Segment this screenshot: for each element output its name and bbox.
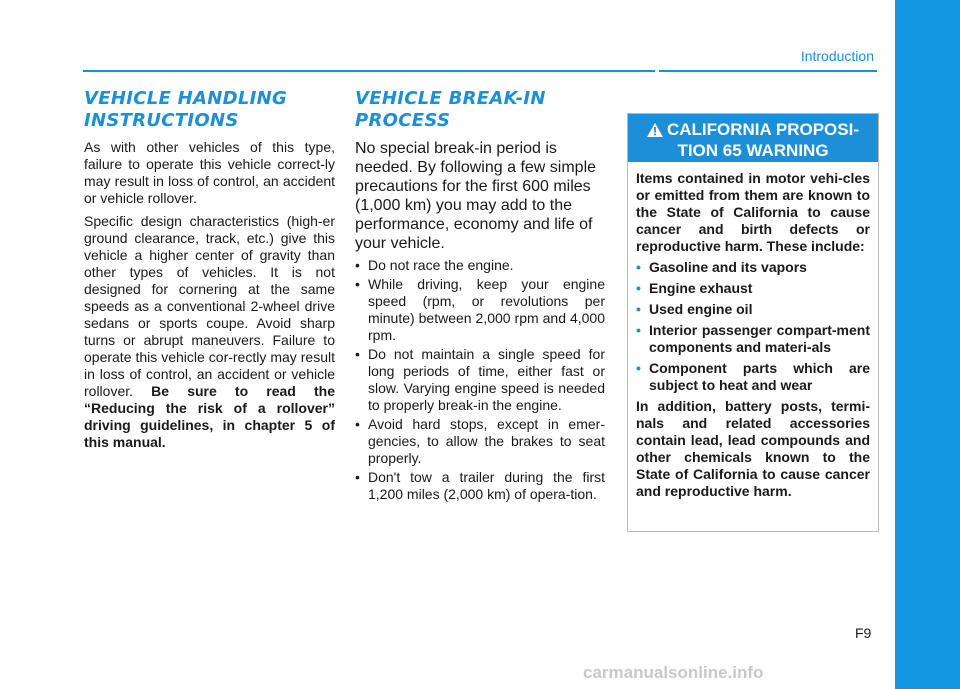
handling-paragraph-2 <box>84 213 335 451</box>
section-title: Introduction <box>800 48 874 64</box>
warning-title <box>628 114 878 160</box>
rollover-reference: Be sure to read the “Reducing the risk of a rollover” driving guidelines, in chapter 5 of this manual. <box>84 383 335 450</box>
header-rule <box>83 70 655 72</box>
header-rule-right <box>659 70 877 72</box>
side-color-bar <box>895 0 960 689</box>
prop65-warning-box <box>627 113 879 532</box>
warning-triangle-icon <box>647 122 663 141</box>
list-item: • Gasoline and its vapors <box>636 259 870 276</box>
warning-header <box>628 114 878 162</box>
page-number: F9 <box>855 625 872 641</box>
list-item: • Engine exhaust <box>636 280 870 297</box>
handling-paragraph-2-text: Specific design characteristics (high-er ground clearance, track, etc.) give this vehicle a higher center of gravity than other types of vehicles. It is not designed for cornering at the same speeds as a conventional 2-wheel drive sedans or sports coupe. Avoid sharp turns or abrupt maneuvers. Failure to operate this vehicle cor-rectly may result in loss of control, an accident or vehicle rollover. <box>84 213 335 399</box>
vehicle-handling-section <box>84 88 335 451</box>
warning-body <box>628 162 878 500</box>
handling-paragraph-1: As with other vehicles of this type, failure to operate this vehicle correct-ly may result in loss of control, an accident or vehicle rollover. <box>84 139 335 206</box>
break-in-heading <box>355 88 605 132</box>
warning-title-line-2: TION 65 WARNING <box>677 141 829 160</box>
list-item: • Avoid hard stops, except in emer-gencies, to allow the brakes to seat properly. <box>355 416 605 467</box>
break-in-list <box>355 257 605 503</box>
list-item: • Do not maintain a single speed for long periods of time, either fast or slow. Varying engine speed is needed to properly break-in the engine. <box>355 346 605 414</box>
warning-outro: In addition, battery posts, termi-nals and related accessories contain lead, lead compounds and other chemicals known to the State of California to cause cancer and reproductive harm. <box>636 398 870 499</box>
list-item: • Used engine oil <box>636 301 870 318</box>
list-item: • Do not race the engine. <box>355 257 605 274</box>
vehicle-handling-heading <box>84 88 335 132</box>
break-in-intro: No special break-in period is needed. By following a few simple precautions for the first 600 miles (1,000 km) you may add to the performance, economy and life of your vehicle. <box>355 140 597 252</box>
break-in-section <box>355 88 605 505</box>
heading-line-2: PROCESS <box>355 110 451 131</box>
warning-list <box>636 259 870 394</box>
heading-line-1: VEHICLE BREAK-IN <box>355 88 546 109</box>
list-item: • Don't tow a trailer during the first 1,200 miles (2,000 km) of opera-tion. <box>355 469 605 503</box>
list-item: • While driving, keep your engine speed (rpm, or revolutions per minute) between 2,000 rpm and 4,000 rpm. <box>355 276 605 344</box>
list-item: • Component parts which are subject to heat and wear <box>636 360 870 394</box>
warning-title-line-1: CALIFORNIA PROPOSI- <box>666 120 860 139</box>
heading-line-1: VEHICLE HANDLING <box>84 88 288 109</box>
watermark: carmanualsonline.info <box>583 663 764 682</box>
heading-line-2: INSTRUCTIONS <box>84 110 239 131</box>
warning-intro: Items contained in motor vehi-cles or emitted from them are known to the State of California to cause cancer and birth defects or reproductive harm. These include: <box>636 170 870 254</box>
list-item: • Interior passenger compart-ment components and materi-als <box>636 322 870 356</box>
